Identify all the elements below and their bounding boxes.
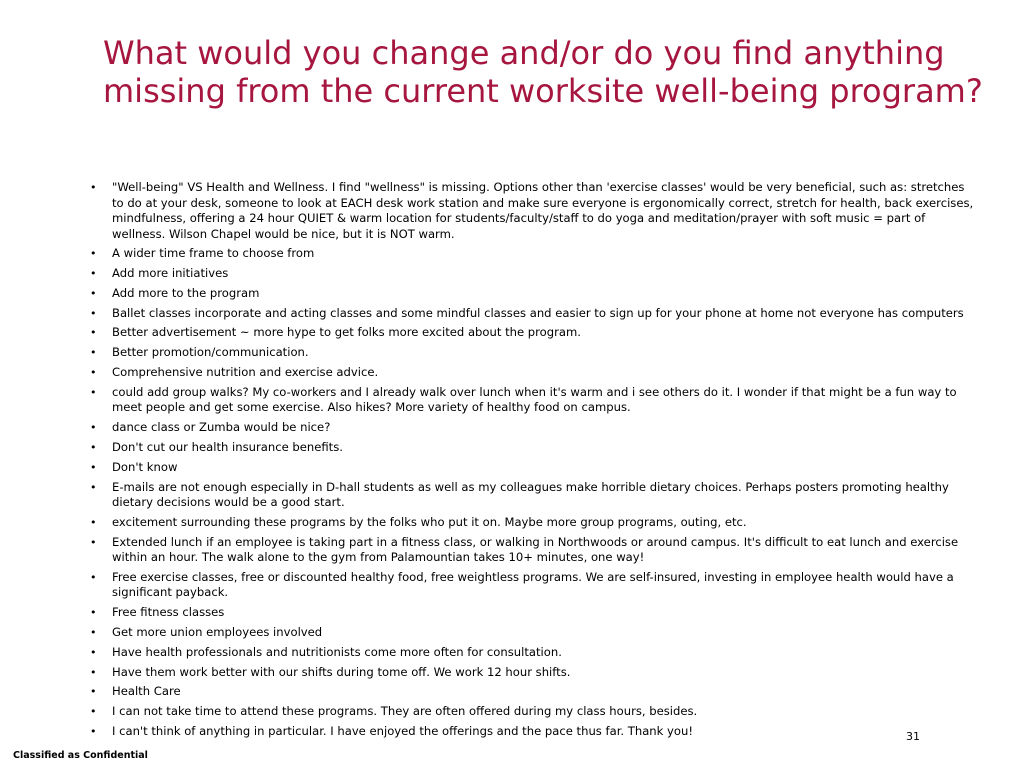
list-item-text: Ballet classes incorporate and acting classes and some mindful classes and easier to sign up for your phone at home not everyone has computers	[112, 305, 964, 320]
bullet-icon: •	[90, 346, 97, 360]
bullet-icon: •	[90, 665, 97, 679]
list-item	[89, 535, 979, 566]
bullet-icon: •	[90, 267, 97, 281]
list-item-text: Don't know	[112, 459, 178, 474]
list-item-text: A wider time frame to choose from	[112, 246, 315, 261]
list-item-text: E-mails are not enough especially in D-hall students as well as my colleagues make horrible dietary choices. Perhaps posters promoting healthy dietary decisions would be a good start.	[112, 479, 949, 510]
list-item	[89, 420, 979, 436]
list-item-text: Add more initiatives	[112, 266, 229, 281]
list-item	[89, 480, 979, 511]
list-item-text: excitement surrounding these programs by the folks who put it on. Maybe more group programs, outing, etc.	[112, 514, 747, 529]
list-item-text: "Well-being" VS Health and Wellness. I find "wellness" is missing. Options other than 'exercise classes' would be very beneficial, such as: stretches to do at your desk, someone to look at EACH desk work station and make sure everyone is ergonomically correct, stretch for health, back exercises, mindfulness, offering a 24 hour QUIET & warm location for students/faculty/staff to do yoga and meditation/prayer with soft music = part of wellness. Wilson Chapel would be nice, but it is NOT warm.	[112, 180, 974, 241]
bullet-icon: •	[90, 725, 97, 739]
list-item	[89, 286, 979, 302]
list-item	[89, 365, 979, 381]
list-item	[89, 440, 979, 456]
bullet-icon: •	[90, 385, 97, 399]
list-item-text: Health Care	[112, 684, 181, 699]
bullet-icon: •	[90, 306, 97, 320]
list-item	[89, 605, 979, 621]
list-item	[89, 724, 979, 740]
list-item	[89, 684, 979, 700]
list-item-text: I can not take time to attend these programs. They are often offered during my class hours, besides.	[112, 704, 698, 719]
list-item	[89, 570, 979, 601]
list-item-text: Have them work better with our shifts during tome off. We work 12 hour shifts.	[112, 664, 571, 679]
bullet-icon: •	[90, 626, 97, 640]
bullet-icon: •	[90, 181, 97, 194]
list-item	[89, 306, 979, 322]
bullet-icon: •	[90, 366, 97, 380]
list-item-text: Better advertisement ~ more hype to get folks more excited about the program.	[112, 325, 581, 340]
list-item-text: Free exercise classes, free or discounted healthy food, free weightless programs. We are self-insured, investing in employee health would have a significant payback.	[112, 569, 954, 600]
list-item-text: could add group walks? My co-workers and I already walk over lunch when it's warm and i see others do it. I wonder if that might be a fun way to meet people and get some exercise. Also hikes? More variety of healthy food on campus.	[112, 384, 957, 415]
list-item	[89, 246, 979, 262]
bullet-icon: •	[90, 606, 97, 620]
bullet-icon: •	[90, 421, 97, 435]
list-item-text: Better promotion/communication.	[112, 345, 309, 360]
list-item-text: Comprehensive nutrition and exercise advice.	[112, 365, 379, 380]
list-item	[89, 704, 979, 720]
bullet-icon: •	[90, 645, 97, 659]
list-item	[89, 625, 979, 641]
response-list	[89, 180, 979, 744]
list-item	[89, 266, 979, 282]
bullet-icon: •	[90, 286, 97, 300]
list-item-text: Get more union employees involved	[112, 625, 323, 640]
page-number: 31	[906, 730, 920, 743]
list-item-text: Have health professionals and nutritionists come more often for consultation.	[112, 644, 562, 659]
bullet-icon: •	[90, 535, 97, 549]
bullet-icon: •	[90, 480, 97, 494]
list-item-text: Extended lunch if an employee is taking part in a fitness class, or walking in Northwoods or around campus. It's difficult to eat lunch and exercise within an hour. The walk alone to the gym from Palamountian takes 10+ minutes, one way!	[112, 534, 959, 565]
slide-title: What would you change and/or do you find anything missing from the current worksite well-being program?	[103, 34, 983, 110]
classification-label: Classified as Confidential	[13, 750, 148, 761]
bullet-icon: •	[90, 326, 97, 340]
bullet-icon: •	[90, 570, 97, 584]
list-item	[89, 515, 979, 531]
list-item-text: Free fitness classes	[112, 605, 225, 620]
list-item	[89, 345, 979, 361]
bullet-icon: •	[90, 460, 97, 474]
list-item	[89, 385, 979, 416]
list-item	[89, 325, 979, 341]
bullet-icon: •	[90, 685, 97, 699]
bullet-icon: •	[90, 247, 97, 261]
bullet-icon: •	[90, 515, 97, 529]
list-item	[89, 180, 979, 242]
list-item-text: Add more to the program	[112, 285, 260, 300]
list-item-text: dance class or Zumba would be nice?	[112, 420, 331, 435]
list-item-text: I can't think of anything in particular. I have enjoyed the offerings and the pace thus far. Thank you!	[112, 724, 694, 739]
list-item	[89, 460, 979, 476]
bullet-icon: •	[90, 440, 97, 454]
list-item	[89, 645, 979, 661]
list-item	[89, 665, 979, 681]
list-item-text: Don't cut our health insurance benefits.	[112, 439, 343, 454]
bullet-icon: •	[90, 705, 97, 719]
